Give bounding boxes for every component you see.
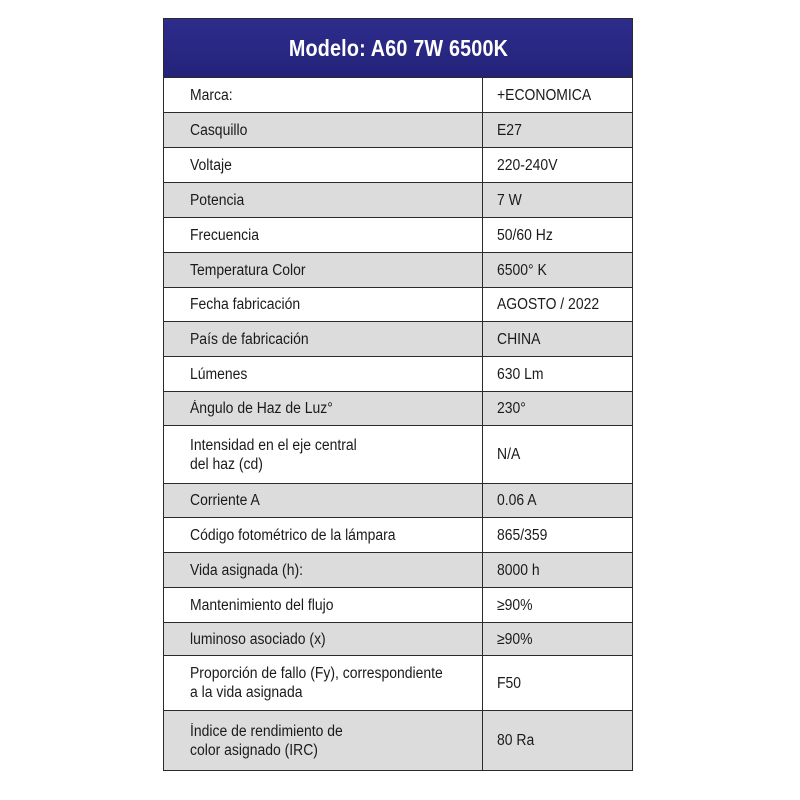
- spec-label-text: Fecha fabricación: [190, 296, 301, 313]
- spec-value-text: F50: [497, 674, 522, 692]
- spec-label-text: luminoso asociado (x): [190, 630, 326, 648]
- table-row: [164, 183, 632, 218]
- spec-label: [164, 322, 483, 356]
- spec-value-text: N/A: [497, 446, 521, 463]
- spec-value: [483, 183, 632, 217]
- spec-label: [164, 218, 483, 252]
- spec-label: [164, 656, 483, 710]
- table-row: [164, 623, 632, 656]
- spec-value: [483, 711, 632, 770]
- spec-label: [164, 588, 483, 622]
- spec-label-text: Temperatura Color: [190, 261, 306, 279]
- spec-value: [483, 78, 632, 112]
- spec-label: [164, 148, 483, 182]
- spec-value: [483, 518, 632, 552]
- spec-value: [483, 357, 632, 391]
- model-title: Modelo: A60 7W 6500K: [288, 34, 508, 61]
- table-row: [164, 288, 632, 322]
- spec-value: [483, 484, 632, 517]
- spec-label: [164, 623, 483, 655]
- table-row: [164, 518, 632, 553]
- table-row: [164, 711, 632, 770]
- spec-value-text: 8000 h: [497, 561, 540, 579]
- spec-value-text: 220-240V: [497, 156, 558, 174]
- spec-value-text: ≥90%: [497, 630, 533, 648]
- spec-value-text: E27: [497, 121, 522, 139]
- spec-label: [164, 484, 483, 517]
- spec-value: [483, 148, 632, 182]
- spec-label: [164, 518, 483, 552]
- spec-value-text: AGOSTO / 2022: [497, 296, 600, 313]
- spec-label-text: Proporción de fallo (Fy), correspondiente a la vida asignada: [190, 665, 443, 701]
- spec-label-text: Frecuencia: [190, 226, 260, 244]
- spec-label-text: Casquillo: [190, 121, 248, 139]
- spec-value: [483, 113, 632, 147]
- spec-rows: [164, 78, 632, 770]
- spec-label-text: Ángulo de Haz de Luz°: [190, 400, 333, 417]
- table-row: [164, 484, 632, 518]
- spec-value-text: 50/60 Hz: [497, 226, 553, 244]
- spec-label: [164, 553, 483, 587]
- spec-value: [483, 288, 632, 321]
- spec-value-text: 865/359: [497, 526, 548, 544]
- spec-value: [483, 553, 632, 587]
- spec-value-text: +ECONOMICA: [497, 86, 592, 104]
- table-row: [164, 322, 632, 357]
- table-row: [164, 656, 632, 711]
- spec-value-text: 7 W: [497, 191, 522, 209]
- table-row: [164, 392, 632, 426]
- spec-label-text: Índice de rendimiento de color asignado (IRC): [190, 722, 343, 759]
- spec-value: [483, 253, 632, 287]
- table-row: [164, 253, 632, 288]
- spec-value: [483, 218, 632, 252]
- spec-label-text: País de fabricación: [190, 330, 309, 348]
- table-row: [164, 78, 632, 113]
- spec-value: [483, 426, 632, 483]
- spec-label: [164, 113, 483, 147]
- spec-label-text: Marca:: [190, 86, 233, 104]
- spec-label-text: Vida asignada (h):: [190, 561, 303, 579]
- table-row: [164, 113, 632, 148]
- spec-label: [164, 357, 483, 391]
- spec-label: [164, 288, 483, 321]
- table-row: [164, 218, 632, 253]
- spec-label: [164, 183, 483, 217]
- spec-value-text: 230°: [497, 400, 526, 417]
- spec-label: [164, 426, 483, 483]
- spec-value-text: 80 Ra: [497, 732, 535, 749]
- spec-label: [164, 711, 483, 770]
- spec-label-text: Mantenimiento del flujo: [190, 596, 334, 614]
- table-row: [164, 357, 632, 392]
- table-row: [164, 148, 632, 183]
- spec-value-text: 630 Lm: [497, 365, 544, 383]
- spec-label: [164, 253, 483, 287]
- table-row: [164, 553, 632, 588]
- table-row: [164, 426, 632, 484]
- spec-value-text: ≥90%: [497, 596, 533, 614]
- spec-value: [483, 623, 632, 655]
- spec-label-text: Lúmenes: [190, 365, 248, 383]
- spec-value: [483, 656, 632, 710]
- spec-value: [483, 588, 632, 622]
- spec-label-text: Código fotométrico de la lámpara: [190, 526, 396, 544]
- spec-value-text: 0.06 A: [497, 492, 537, 509]
- spec-label-text: Corriente A: [190, 492, 260, 509]
- spec-value-text: 6500° K: [497, 261, 547, 279]
- spec-label: [164, 78, 483, 112]
- table-row: [164, 588, 632, 623]
- spec-value: [483, 392, 632, 425]
- spec-value: [483, 322, 632, 356]
- spec-label-text: Potencia: [190, 191, 245, 209]
- spec-value-text: CHINA: [497, 330, 541, 348]
- spec-table: [163, 18, 633, 771]
- spec-label-text: Intensidad en el eje central del haz (cd): [190, 436, 357, 473]
- spec-label: [164, 392, 483, 425]
- spec-header: [164, 19, 632, 78]
- spec-label-text: Voltaje: [190, 156, 232, 174]
